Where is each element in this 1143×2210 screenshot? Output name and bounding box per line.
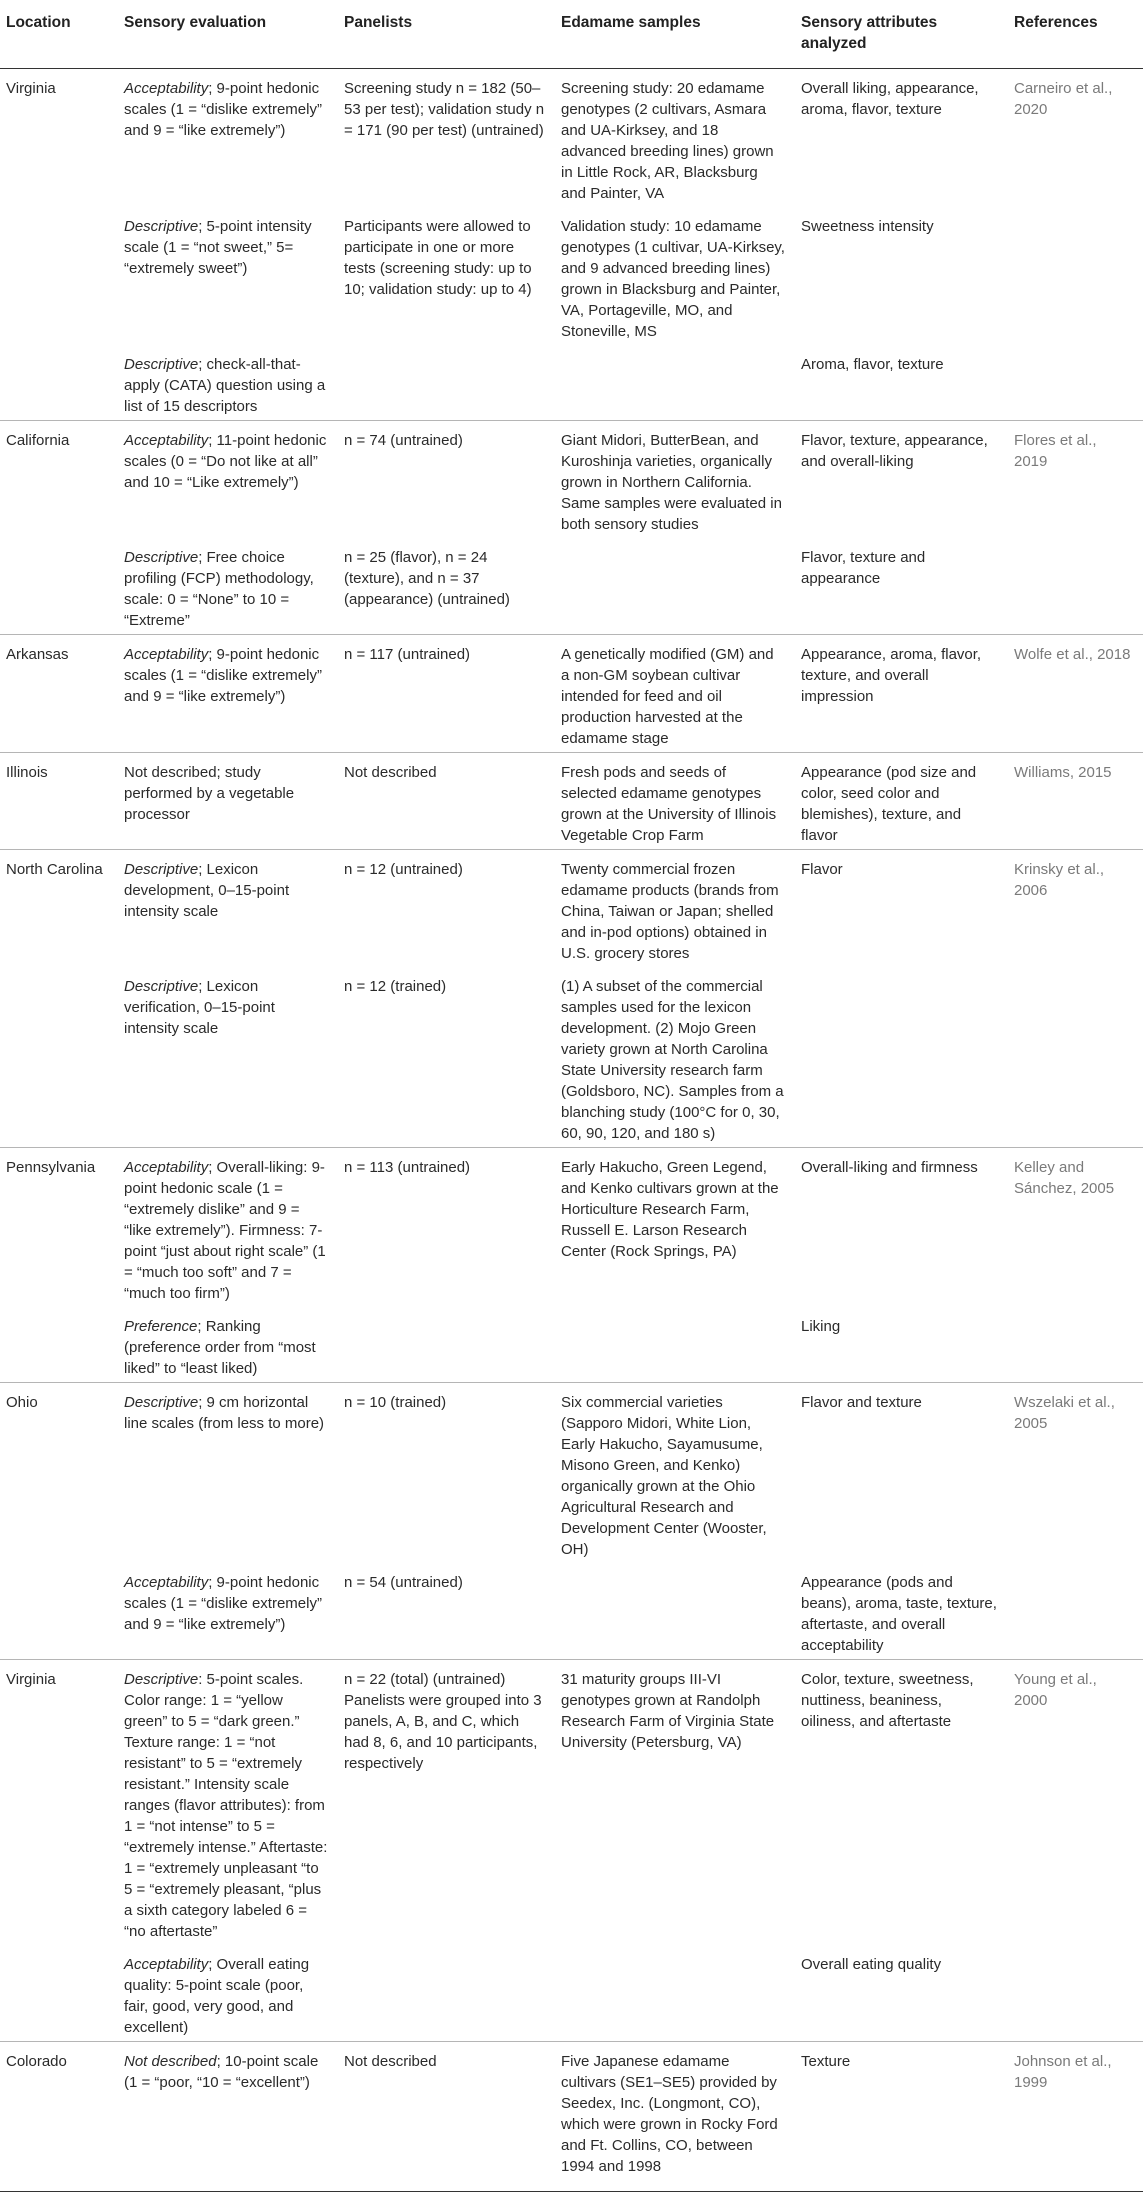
panelists-text: n = 74 (untrained) [344, 432, 463, 449]
location-cell [0, 421, 118, 539]
attributes-cell [795, 1660, 1008, 1946]
location-cell [0, 538, 118, 635]
reference-text: Krinsky et al., 2006 [1014, 861, 1105, 899]
panelists-text: Not described [344, 764, 437, 781]
evaluation-text: ; Overall eating quality: 5-point scale (poor, fair, good, very good, and excellent) [124, 1956, 310, 2036]
table-row [0, 1383, 1143, 1564]
sensory-evaluation-cell [118, 850, 338, 968]
attributes-cell [795, 1307, 1008, 1383]
attributes-text: Aroma, flavor, texture [801, 356, 944, 373]
sensory-evaluation-text [124, 1157, 328, 1304]
panelists-cell [338, 1660, 555, 1946]
reference-cell [1008, 207, 1143, 345]
panelists-text: Screening study n = 182 (50–53 per test); validation study n = 171 (90 per test) (untrained) [344, 80, 545, 139]
attributes-cell [795, 1148, 1008, 1308]
samples-cell [555, 967, 795, 1148]
reference-text: Young et al., 2000 [1014, 1671, 1097, 1709]
samples-cell [555, 1383, 795, 1564]
reference-text: Wolfe et al., 2018 [1014, 646, 1131, 663]
sensory-evaluation-cell [118, 2042, 338, 2192]
sensory-evaluation-text [124, 1572, 328, 1635]
location-cell [0, 2042, 118, 2192]
reference-cell [1008, 1563, 1143, 1660]
reference-cell [1008, 1945, 1143, 2042]
panelists-cell [338, 850, 555, 968]
attributes-cell [795, 1563, 1008, 1660]
location-cell [0, 207, 118, 345]
location-cell [0, 69, 118, 208]
sensory-evaluation-cell [118, 635, 338, 753]
samples-text: Five Japanese edamame cultivars (SE1–SE5) provided by Seedex, Inc. (Longmont, CO), which were grown in Rocky Ford and Ft. Collins, CO, between 1994 and 1998 [561, 2053, 778, 2175]
table-body [0, 69, 1143, 2192]
panelists-text: n = 22 (total) (untrained) Panelists were grouped into 3 panels, A, B, and C, which had 8, 6, and 10 participants, respectively [344, 1671, 542, 1772]
evaluation-text: ; Lexicon development, 0–15-point intensity scale [124, 861, 290, 920]
attributes-text: Overall eating quality [801, 1956, 942, 1973]
panelists-cell [338, 967, 555, 1148]
header-row [0, 0, 1143, 69]
attributes-text: Overall liking, appearance, aroma, flavor, texture [801, 80, 979, 118]
reference-cell [1008, 538, 1143, 635]
location-cell [0, 1307, 118, 1383]
attributes-cell [795, 538, 1008, 635]
attributes-text: Liking [801, 1318, 841, 1335]
panelists-text: n = 25 (flavor), n = 24 (texture), and n = 37 (appearance) (untrained) [344, 549, 510, 608]
sensory-evaluation-text [124, 78, 328, 141]
panelists-cell [338, 538, 555, 635]
panelists-text: n = 113 (untrained) [344, 1159, 471, 1176]
evaluation-text: Not described; study performed by a vegetable processor [124, 764, 295, 823]
header-references: References [1008, 0, 1143, 69]
samples-text: (1) A subset of the commercial samples used for the lexicon development. (2) Mojo Green variety grown at North Carolina State University research farm (Goldsboro, NC). Samples from a blanching study (100°C for 0, 30, 60, 90, 120, and 180 s) [561, 978, 784, 1142]
samples-cell [555, 635, 795, 753]
method-label: Descriptive [124, 549, 199, 566]
panelists-text: n = 12 (untrained) [344, 861, 463, 878]
panelists-cell [338, 1563, 555, 1660]
attributes-cell [795, 753, 1008, 850]
reference-cell [1008, 1383, 1143, 1564]
sensory-evaluation-cell [118, 538, 338, 635]
sensory-evaluation-cell [118, 1383, 338, 1564]
reference-cell [1008, 1307, 1143, 1383]
reference-cell [1008, 1660, 1143, 1946]
samples-text: Fresh pods and seeds of selected edamame genotypes grown at the University of Illinois Vegetable Crop Farm [561, 764, 777, 844]
evaluation-text: ; 11-point hedonic scales (0 = “Do not like at all” and 10 = “Like extremely”) [124, 432, 327, 491]
location-text: Colorado [6, 2053, 67, 2070]
location-cell [0, 753, 118, 850]
table-row [0, 1660, 1143, 1946]
samples-cell [555, 421, 795, 539]
evaluation-text: : 5-point scales. Color range: 1 = “yellow green” to 5 = “dark green.” Texture range: 1 = “not resistant” to 5 = “extremely resistant.” Intensity scale ranges (flavor attributes): from 1 = “not intense” to 5 = “extremely intense.” Aftertaste: 1 = “extremely unpleasant “to 5 = “extremely pleasant, “plus a sixth category labeled 6 = “no aftertaste” [124, 1671, 328, 1940]
sensory-evaluation-text [124, 976, 328, 1039]
samples-cell [555, 2042, 795, 2192]
header-panelists: Panelists [338, 0, 555, 69]
samples-text: 31 maturity groups III-VI genotypes grown at Randolph Research Farm of Virginia State University (Petersburg, VA) [561, 1671, 775, 1751]
panelists-cell [338, 1307, 555, 1383]
evaluation-text: ; 9-point hedonic scales (1 = “dislike extremely” and 9 = “like extremely”) [124, 80, 322, 139]
location-text: Pennsylvania [6, 1159, 96, 1176]
method-label: Acceptability [124, 432, 209, 449]
method-label: Preference [124, 1318, 198, 1335]
table-row [0, 967, 1143, 1148]
location-cell [0, 1383, 118, 1564]
panelists-cell [338, 2042, 555, 2192]
evaluation-text: ; 9 cm horizontal line scales (from less to more) [124, 1394, 325, 1432]
samples-cell [555, 538, 795, 635]
panelists-text: n = 10 (trained) [344, 1394, 447, 1411]
method-label: Descriptive [124, 861, 199, 878]
location-cell [0, 1660, 118, 1946]
panelists-cell [338, 345, 555, 421]
evaluation-text: ; Ranking (preference order from “most liked” to “least liked) [124, 1318, 316, 1377]
location-text: Ohio [6, 1394, 38, 1411]
header-sensory-evaluation: Sensory evaluation [118, 0, 338, 69]
table-row [0, 538, 1143, 635]
panelists-cell [338, 69, 555, 208]
table-row [0, 345, 1143, 421]
reference-cell [1008, 2042, 1143, 2192]
evaluation-text: ; 5-point intensity scale (1 = “not sweet,” 5= “extremely sweet”) [124, 218, 312, 277]
panelists-text: Participants were allowed to participate in one or more tests (screening study: up to 10; validation study: up to 4) [344, 218, 532, 298]
attributes-cell [795, 345, 1008, 421]
samples-text: A genetically modified (GM) and a non-GM soybean cultivar intended for feed and oil production harvested at the edamame stage [561, 646, 774, 747]
reference-cell [1008, 850, 1143, 968]
samples-text: Validation study: 10 edamame genotypes (1 cultivar, UA-Kirksey, and 9 advanced breeding lines) grown in Blacksburg and Painter, VA, Portageville, MO, and Stoneville, MS [561, 218, 785, 340]
samples-cell [555, 850, 795, 968]
method-label: Acceptability [124, 646, 209, 663]
samples-cell [555, 1148, 795, 1308]
samples-cell [555, 1307, 795, 1383]
attributes-text: Color, texture, sweetness, nuttiness, beaniness, oiliness, and aftertaste [801, 1671, 974, 1730]
reference-text: Williams, 2015 [1014, 764, 1112, 781]
sensory-evaluation-text [124, 216, 328, 279]
panelists-text: n = 12 (trained) [344, 978, 447, 995]
sensory-evaluation-text [124, 644, 328, 707]
sensory-evaluation-cell [118, 1307, 338, 1383]
samples-text: Early Hakucho, Green Legend, and Kenko cultivars grown at the Horticulture Research Farm, Russell E. Larson Research Center (Rock Springs, PA) [561, 1159, 779, 1260]
samples-cell [555, 1945, 795, 2042]
attributes-text: Appearance, aroma, flavor, texture, and overall impression [801, 646, 982, 705]
sensory-evaluation-text [124, 1316, 328, 1379]
sensory-evaluation-text [124, 1392, 328, 1434]
header-edamame-samples: Edamame samples [555, 0, 795, 69]
table-row [0, 69, 1143, 208]
sensory-evaluation-cell [118, 753, 338, 850]
table-row [0, 421, 1143, 539]
attributes-cell [795, 2042, 1008, 2192]
method-label: Acceptability [124, 1159, 209, 1176]
table-row [0, 635, 1143, 753]
sensory-evaluation-text [124, 1669, 328, 1942]
sensory-evaluation-text [124, 1954, 328, 2038]
reference-cell [1008, 345, 1143, 421]
reference-cell [1008, 635, 1143, 753]
samples-cell [555, 69, 795, 208]
method-label: Descriptive [124, 978, 199, 995]
sensory-evaluation-text [124, 547, 328, 631]
reference-cell [1008, 753, 1143, 850]
attributes-text: Texture [801, 2053, 851, 2070]
method-label: Descriptive [124, 1394, 199, 1411]
attributes-text: Flavor, texture and appearance [801, 549, 926, 587]
location-cell [0, 1148, 118, 1308]
attributes-text: Overall-liking and firmness [801, 1159, 978, 1176]
reference-text: Kelley and Sánchez, 2005 [1014, 1159, 1115, 1197]
reference-text: Flores et al., 2019 [1014, 432, 1097, 470]
method-label: Acceptability [124, 80, 209, 97]
attributes-text: Flavor [801, 861, 843, 878]
reference-cell [1008, 1148, 1143, 1308]
sensory-evaluation-text [124, 354, 328, 417]
samples-cell [555, 1563, 795, 1660]
attributes-cell [795, 635, 1008, 753]
location-text: Virginia [6, 1671, 56, 1688]
sensory-evaluation-cell [118, 1945, 338, 2042]
samples-cell [555, 207, 795, 345]
panelists-text: n = 54 (untrained) [344, 1574, 463, 1591]
sensory-evaluation-cell [118, 207, 338, 345]
panelists-cell [338, 753, 555, 850]
table-row [0, 1563, 1143, 1660]
panelists-cell [338, 635, 555, 753]
attributes-text: Appearance (pod size and color, seed color and blemishes), texture, and flavor [801, 764, 977, 844]
evaluation-text: ; 9-point hedonic scales (1 = “dislike extremely” and 9 = “like extremely”) [124, 646, 322, 705]
evaluation-text: ; Lexicon verification, 0–15-point intensity scale [124, 978, 275, 1037]
samples-text: Screening study: 20 edamame genotypes (2 cultivars, Asmara and UA-Kirksey, and 18 advanced breeding lines) grown in Little Rock, AR, Blacksburg and Painter, VA [561, 80, 774, 202]
attributes-cell [795, 207, 1008, 345]
panelists-text: n = 117 (untrained) [344, 646, 471, 663]
table-row [0, 1307, 1143, 1383]
sensory-evaluation-cell [118, 345, 338, 421]
method-label: Descriptive [124, 218, 199, 235]
method-label: Acceptability [124, 1956, 209, 1973]
sensory-evaluation-cell [118, 1660, 338, 1946]
location-text: Illinois [6, 764, 48, 781]
location-cell [0, 635, 118, 753]
header-sensory-attributes: Sensory attributes analyzed [795, 0, 1008, 69]
evaluation-text: ; Overall-liking: 9-point hedonic scale (1 = “extremely dislike” and 9 = “like extremely”). Firmness: 7-point “just about right scale” (1 = “much too soft” and 7 = “much too firm”) [124, 1159, 326, 1302]
samples-cell [555, 345, 795, 421]
reference-cell [1008, 69, 1143, 208]
location-cell [0, 345, 118, 421]
sensory-evaluation-text [124, 762, 328, 825]
method-label: Descriptive [124, 1671, 199, 1688]
attributes-text: Appearance (pods and beans), aroma, taste, texture, aftertaste, and overall acceptability [801, 1574, 997, 1654]
sensory-evaluation-text [124, 2051, 328, 2093]
attributes-cell [795, 967, 1008, 1148]
sensory-evaluation-text [124, 859, 328, 922]
sensory-evaluation-cell [118, 1563, 338, 1660]
table-row [0, 850, 1143, 968]
location-cell [0, 1945, 118, 2042]
location-cell [0, 850, 118, 968]
samples-cell [555, 753, 795, 850]
samples-cell [555, 1660, 795, 1946]
panelists-cell [338, 1383, 555, 1564]
attributes-cell [795, 850, 1008, 968]
evaluation-text: ; 10-point scale (1 = “poor, “10 = “excellent”) [124, 2053, 319, 2091]
sensory-evaluation-cell [118, 1148, 338, 1308]
location-text: Virginia [6, 80, 56, 97]
evaluation-text: ; Free choice profiling (FCP) methodology, scale: 0 = “None” to 10 = “Extreme” [124, 549, 314, 629]
location-text: North Carolina [6, 861, 103, 878]
sensory-evaluation-cell [118, 421, 338, 539]
reference-text: Carneiro et al., 2020 [1014, 80, 1113, 118]
samples-text: Giant Midori, ButterBean, and Kuroshinja varieties, organically grown in Northern California. Same samples were evaluated in both sensory studies [561, 432, 782, 533]
table-row [0, 2042, 1143, 2192]
header-location: Location [0, 0, 118, 69]
attributes-cell [795, 421, 1008, 539]
method-label: Not described [124, 2053, 217, 2070]
evaluation-text: ; 9-point hedonic scales (1 = “dislike extremely” and 9 = “like extremely”) [124, 1574, 322, 1633]
table-row [0, 1945, 1143, 2042]
panelists-cell [338, 207, 555, 345]
table-row [0, 753, 1143, 850]
location-text: California [6, 432, 70, 449]
attributes-text: Sweetness intensity [801, 218, 934, 235]
reference-cell [1008, 967, 1143, 1148]
evaluation-text: ; check-all-that-apply (CATA) question using a list of 15 descriptors [124, 356, 326, 415]
panelists-cell [338, 1148, 555, 1308]
location-text: Arkansas [6, 646, 69, 663]
attributes-cell [795, 69, 1008, 208]
method-label: Descriptive [124, 356, 199, 373]
sensory-evaluation-cell [118, 69, 338, 208]
reference-text: Johnson et al., 1999 [1014, 2053, 1112, 2091]
reference-cell [1008, 421, 1143, 539]
samples-text: Twenty commercial frozen edamame products (brands from China, Taiwan or Japan; shelled and in-pod options) obtained in U.S. grocery stores [561, 861, 779, 962]
sensory-evaluation-text [124, 430, 328, 493]
method-label: Acceptability [124, 1574, 209, 1591]
table-row [0, 1148, 1143, 1308]
samples-text: Six commercial varieties (Sapporo Midori, White Lion, Early Hakucho, Sayamusume, Misono Green, and Kenko) organically grown at the Ohio Agricultural Research and Development Center (Wooster, OH) [561, 1394, 767, 1558]
location-cell [0, 1563, 118, 1660]
location-cell [0, 967, 118, 1148]
attributes-cell [795, 1383, 1008, 1564]
attributes-text: Flavor, texture, appearance, and overall-liking [801, 432, 988, 470]
panelists-cell [338, 1945, 555, 2042]
attributes-cell [795, 1945, 1008, 2042]
reference-text: Wszelaki et al., 2005 [1014, 1394, 1115, 1432]
attributes-text: Flavor and texture [801, 1394, 922, 1411]
table-row [0, 207, 1143, 345]
panelists-cell [338, 421, 555, 539]
panelists-text: Not described [344, 2053, 437, 2070]
sensory-evaluation-cell [118, 967, 338, 1148]
